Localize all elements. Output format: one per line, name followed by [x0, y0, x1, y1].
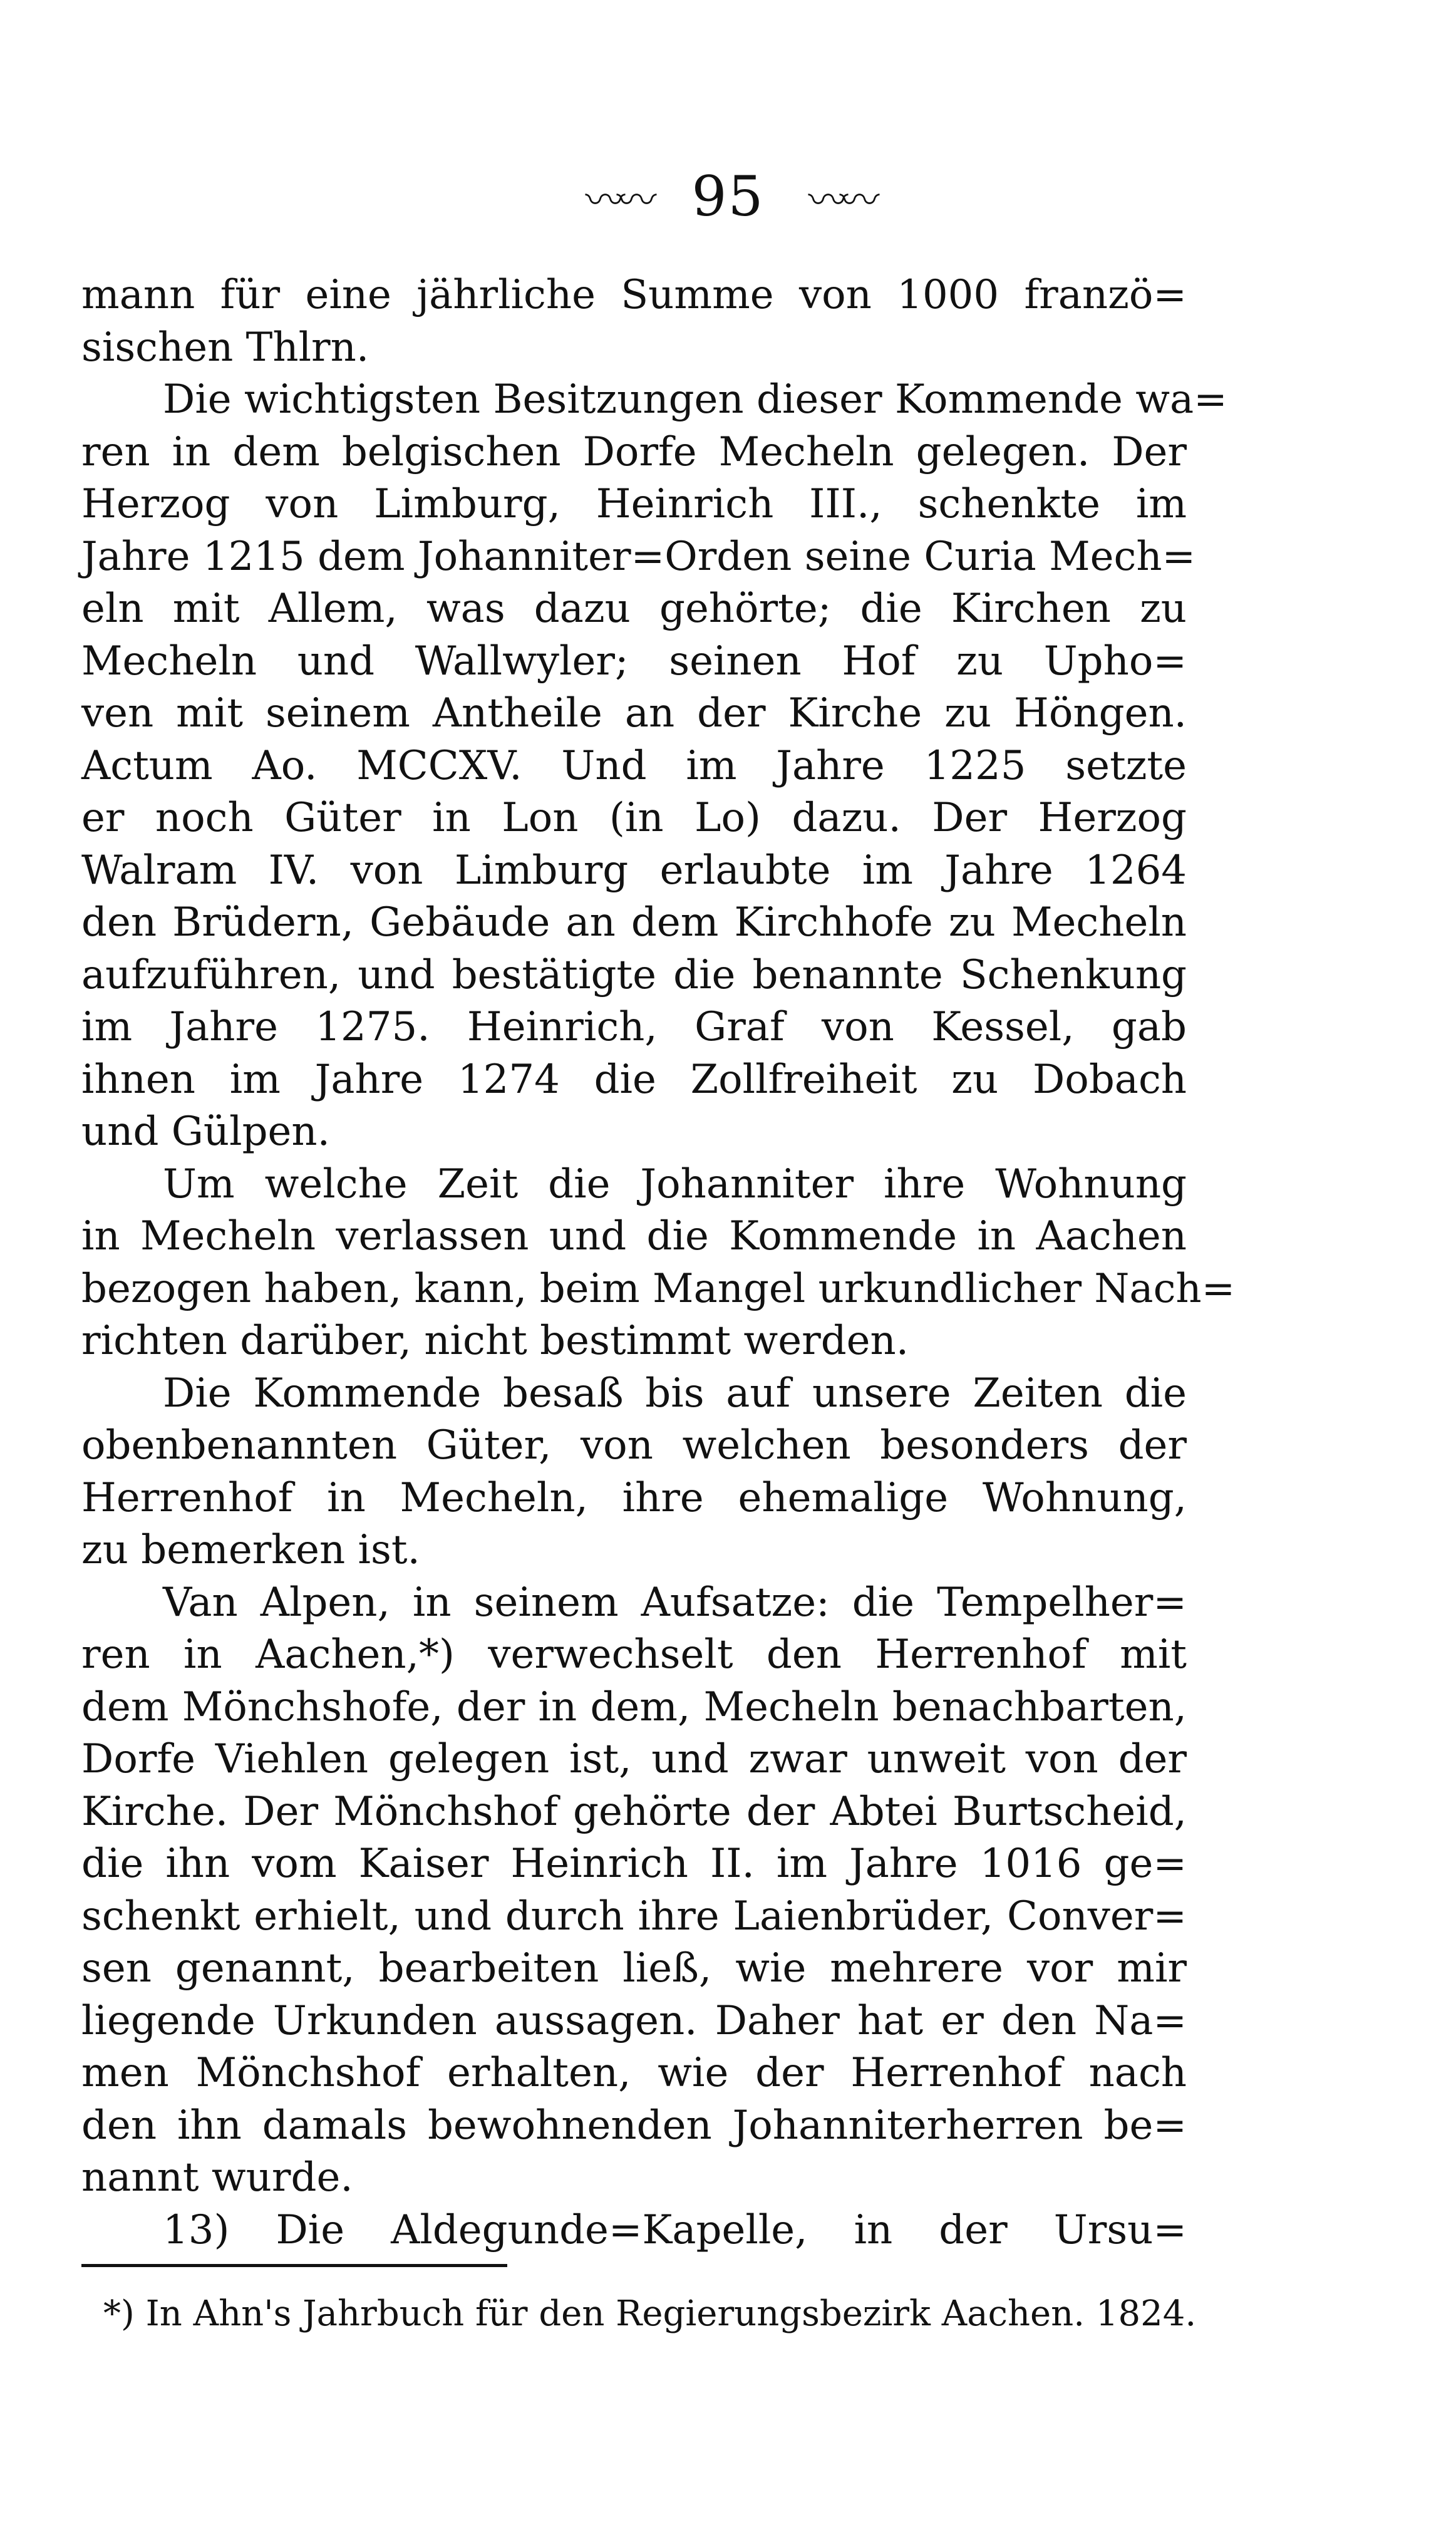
ornament-right: 〰〰: [808, 178, 871, 225]
text-line: schenkt erhielt, und durch ihre Laienbrüder, Conver=: [81, 1893, 1187, 1940]
text-line: Kirche. Der Mönchshof gehörte der Abtei Burtscheid,: [81, 1788, 1187, 1835]
text-line: und Gülpen.: [81, 1108, 330, 1155]
text-line: men Mönchshof erhalten, wie der Herrenhof nach: [81, 2050, 1187, 2096]
text-line: zu bemerken ist.: [81, 1527, 420, 1573]
text-line: Jahre 1215 dem Johanniter=Orden seine Curia Mech=: [81, 533, 1196, 580]
text-line: aufzuführen, und bestätigte die benannte Schenkung: [81, 951, 1187, 998]
text-line: Die wichtigsten Besitzungen dieser Kommende wa=: [163, 376, 1227, 423]
text-line: Mecheln und Wallwyler; seinen Hof zu Upho=: [81, 638, 1187, 685]
footnote: *) In Ahn's Jahrbuch für den Regierungsbezirk Aachen. 1824.: [103, 2293, 1197, 2334]
page-number: 95: [691, 164, 765, 229]
text-line: eln mit Allem, was dazu gehörte; die Kirchen zu: [81, 586, 1187, 632]
text-line: Dorfe Viehlen gelegen ist, und zwar unweit von der: [81, 1736, 1187, 1782]
ornament-left: 〰〰: [585, 178, 648, 225]
text-line: ren in Aachen,*) verwechselt den Herrenhof mit: [81, 1631, 1187, 1678]
text-line: obenbenannten Güter, von welchen besonders der: [81, 1422, 1187, 1469]
text-line: Herrenhof in Mecheln, ihre ehemalige Wohnung,: [81, 1474, 1187, 1521]
body-text: [81, 269, 1236, 2256]
text-line: ven mit seinem Antheile an der Kirche zu Höngen.: [81, 690, 1187, 736]
text-line: Actum Ao. MCCXV. Und im Jahre 1225 setzte: [81, 742, 1187, 789]
text-line: richten darüber, nicht bestimmt werden.: [81, 1318, 909, 1364]
text-line: den Brüdern, Gebäude an dem Kirchhofe zu Mecheln: [81, 899, 1187, 946]
text-line: sischen Thlrn.: [81, 324, 369, 371]
text-line: mann für eine jährliche Summe von 1000 franzö=: [81, 272, 1187, 318]
text-line: sen genannt, bearbeiten ließ, wie mehrere vor mir: [81, 1945, 1187, 1992]
text-line: Walram IV. von Limburg erlaubte im Jahre 1264: [81, 847, 1187, 894]
footnote-divider: [81, 2264, 507, 2267]
text-line: den ihn damals bewohnenden Johanniterherren be=: [81, 2102, 1187, 2149]
text-line: dem Mönchshofe, der in dem, Mecheln benachbarten,: [81, 1683, 1187, 1730]
text-line: bezogen haben, kann, beim Mangel urkundlicher Nach=: [81, 1265, 1236, 1312]
text-line: Die Kommende besaß bis auf unsere Zeiten die: [163, 1370, 1187, 1417]
text-line: 13) Die Aldegunde=Kapelle, in der Ursu=: [163, 2206, 1187, 2253]
text-line: in Mecheln verlassen und die Kommende in Aachen: [81, 1213, 1187, 1259]
text-line: Herzog von Limburg, Heinrich III., schenkte im: [81, 481, 1187, 527]
text-line: Um welche Zeit die Johanniter ihre Wohnung: [163, 1160, 1187, 1207]
text-line: im Jahre 1275. Heinrich, Graf von Kessel, gab: [81, 1004, 1187, 1050]
text-line: ren in dem belgischen Dorfe Mecheln gelegen. Der: [81, 428, 1187, 475]
page-header: [0, 164, 1456, 229]
text-line: liegende Urkunden aussagen. Daher hat er den Na=: [81, 1997, 1187, 2044]
text-line: Van Alpen, in seinem Aufsatze: die Tempelher=: [163, 1579, 1187, 1626]
text-line: nannt wurde.: [81, 2154, 353, 2201]
text-line: die ihn vom Kaiser Heinrich II. im Jahre 1016 ge=: [81, 1841, 1187, 1887]
text-line: ihnen im Jahre 1274 die Zollfreiheit zu Dobach: [81, 1056, 1187, 1103]
text-line: er noch Güter in Lon (in Lo) dazu. Der Herzog: [81, 795, 1187, 841]
